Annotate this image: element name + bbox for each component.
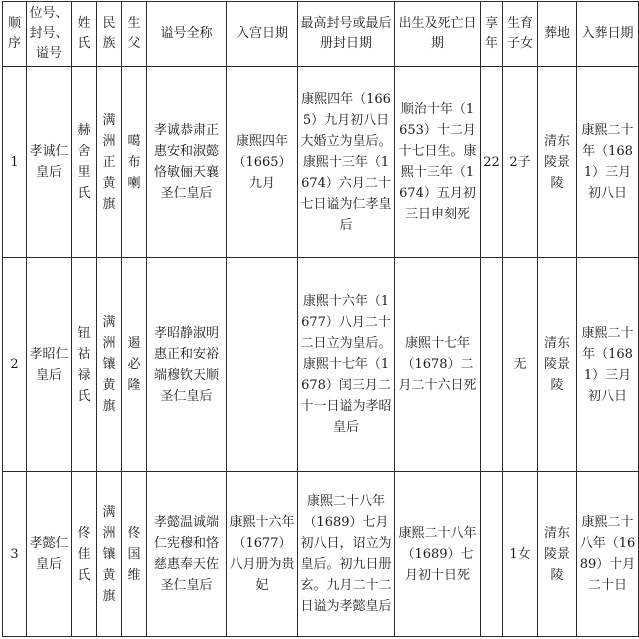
cell-birth-death: 康熙二十八年（1689）七月初十日死 bbox=[395, 472, 481, 637]
header-cell-title: 位号、封号、谥号 bbox=[27, 2, 72, 67]
cell-burial-place: 清东陵景陵 bbox=[538, 258, 577, 472]
cell-title: 孝昭仁皇后 bbox=[27, 258, 72, 472]
cell-father: 噶布喇 bbox=[122, 67, 147, 258]
table-row bbox=[3, 472, 639, 637]
empress-table bbox=[2, 1, 639, 637]
cell-burial-date: 康熙二十年（1681）三月初八日 bbox=[577, 258, 639, 472]
header-cell-posthumous-name: 谥号全称 bbox=[147, 2, 227, 67]
cell-posthumous-name: 孝懿温诚端仁宪穆和恪慈惠奉天佐圣仁皇后 bbox=[147, 472, 227, 637]
cell-surname: 赫舍里氏 bbox=[72, 67, 97, 258]
header-row bbox=[3, 2, 639, 67]
cell-highest-title: 康熙二十八年（1689）七月初八日，诏立为皇后。初九日册玄。九月二十二日谥为孝懿皇后 bbox=[298, 472, 395, 637]
cell-highest-title: 康熙十六年（1677）八月二十二日立为皇后。康熙十七年（1678）闰三月二十一日谥为孝昭皇后 bbox=[298, 258, 395, 472]
empress-table-wrapper bbox=[2, 1, 639, 637]
header-cell-children: 生育子女 bbox=[503, 2, 538, 67]
header-cell-birth-death: 出生及死亡日期 bbox=[395, 2, 481, 67]
cell-highest-title: 康熙四年（1665）九月初八日大婚立为皇后。康熙十三年（1674）六月二十七日谥为仁孝皇后 bbox=[298, 67, 395, 258]
cell-ethnicity: 满洲镶黄旗 bbox=[97, 472, 122, 637]
cell-birth-death: 康熙十七年（1678）二月二十六日死 bbox=[395, 258, 481, 472]
cell-seq: 3 bbox=[3, 472, 27, 637]
cell-surname: 佟佳氏 bbox=[72, 472, 97, 637]
cell-children: 1女 bbox=[503, 472, 538, 637]
table-row bbox=[3, 67, 639, 258]
cell-burial-place: 清东陵景陵 bbox=[538, 67, 577, 258]
cell-age bbox=[481, 258, 503, 472]
header-cell-highest-title: 最高封号或最后册封日期 bbox=[298, 2, 395, 67]
cell-ethnicity: 满洲正黄旗 bbox=[97, 67, 122, 258]
cell-birth-death: 顺治十年（1653）十二月十七日生。康熙十三年（1674）五月初三日申刻死 bbox=[395, 67, 481, 258]
cell-surname: 钮祜禄氏 bbox=[72, 258, 97, 472]
header-cell-entry-date: 入宫日期 bbox=[227, 2, 298, 67]
cell-father: 遏必隆 bbox=[122, 258, 147, 472]
header-cell-burial-place: 葬地 bbox=[538, 2, 577, 67]
header-cell-seq: 顺序 bbox=[3, 2, 27, 67]
cell-age: 22 bbox=[481, 67, 503, 258]
cell-burial-place: 清东陵景陵 bbox=[538, 472, 577, 637]
cell-title: 孝诚仁皇后 bbox=[27, 67, 72, 258]
cell-entry-date: 康熙四年（1665）九月 bbox=[227, 67, 298, 258]
cell-burial-date: 康熙二十年（1681）三月初八日 bbox=[577, 67, 639, 258]
cell-posthumous-name: 孝诚恭肃正惠安和淑懿恪敏俪天襄圣仁皇后 bbox=[147, 67, 227, 258]
cell-father: 佟国维 bbox=[122, 472, 147, 637]
cell-children: 无 bbox=[503, 258, 538, 472]
header-cell-surname: 姓氏 bbox=[72, 2, 97, 67]
table-row bbox=[3, 258, 639, 472]
cell-seq: 1 bbox=[3, 67, 27, 258]
cell-ethnicity: 满洲镶黄旗 bbox=[97, 258, 122, 472]
cell-seq: 2 bbox=[3, 258, 27, 472]
cell-entry-date: 康熙十六年（1677）八月册为贵妃 bbox=[227, 472, 298, 637]
cell-title: 孝懿仁皇后 bbox=[27, 472, 72, 637]
cell-posthumous-name: 孝昭静淑明惠正和安裕端穆钦天顺圣仁皇后 bbox=[147, 258, 227, 472]
cell-burial-date: 康熙二十八年（1689）十月二十日 bbox=[577, 472, 639, 637]
header-cell-ethnicity: 民族 bbox=[97, 2, 122, 67]
cell-entry-date bbox=[227, 258, 298, 472]
header-cell-father: 生父 bbox=[122, 2, 147, 67]
cell-children: 2子 bbox=[503, 67, 538, 258]
cell-age bbox=[481, 472, 503, 637]
header-cell-burial-date: 入葬日期 bbox=[577, 2, 639, 67]
header-cell-age: 享年 bbox=[481, 2, 503, 67]
